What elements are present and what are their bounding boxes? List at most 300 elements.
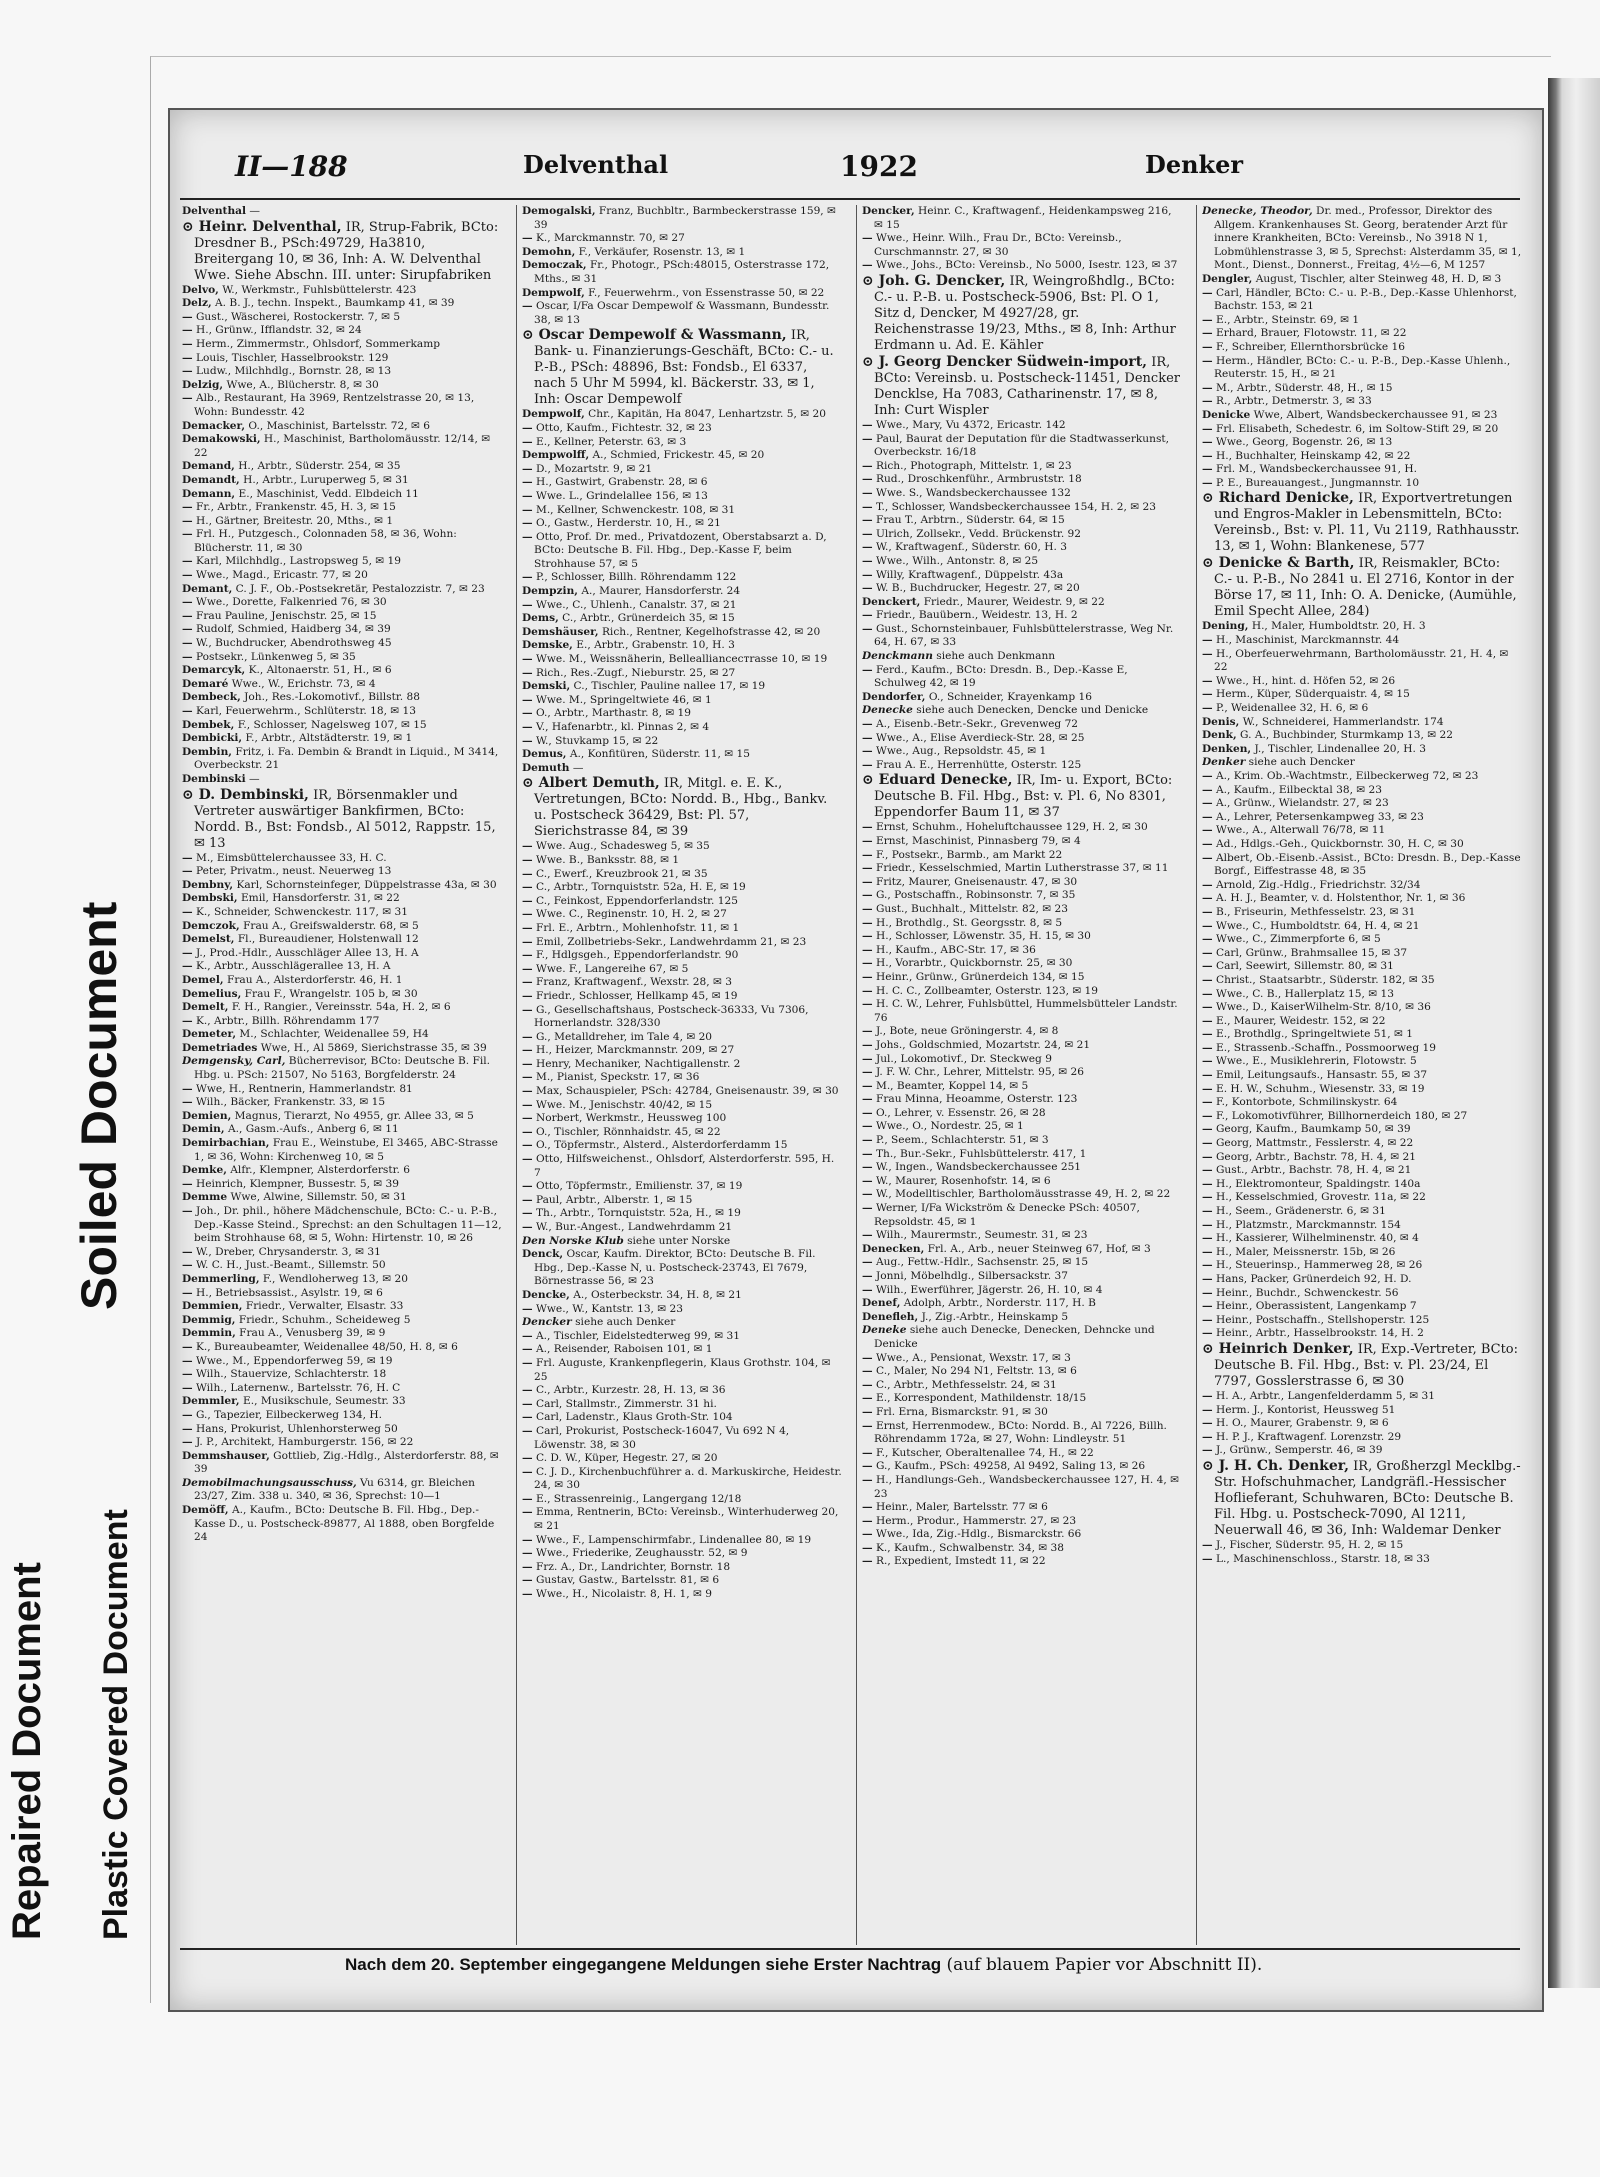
directory-entry xyxy=(862,1324,1182,1351)
entry-details: C. D. W., Küper, Hegestr. 27, ✉ 20 xyxy=(535,1452,718,1465)
entry-name: — xyxy=(862,1392,873,1405)
entry-name: Demöff, xyxy=(182,1504,229,1517)
entry-name: — xyxy=(522,1506,533,1519)
page-header xyxy=(195,150,1525,190)
entry-details: Rudolf, Schmied, Haidberg 34, ✉ 39 xyxy=(195,623,391,636)
directory-entry xyxy=(182,528,502,555)
directory-entry xyxy=(182,1178,502,1192)
entry-details: Otto, Töpfermstr., Emilienstr. 37, ✉ 19 xyxy=(535,1180,743,1193)
entry-name: Dening, xyxy=(1202,620,1249,633)
entry-name: Dembinski xyxy=(182,772,246,785)
entry-details: H., Handlungs-Geh., Wandsbeckerchaussee 127, H. 4, ✉ 23 xyxy=(874,1473,1179,1500)
entry-name: Demelius, xyxy=(182,987,242,1000)
entry-name: Demakowski, xyxy=(182,433,261,446)
directory-entry xyxy=(1202,382,1522,396)
directory-entry xyxy=(522,1289,842,1303)
entry-details: Frau Minna, Heoamme, Osterstr. 123 xyxy=(875,1093,1078,1106)
entry-name: ⊙ J. H. Ch. Denker, xyxy=(1202,1457,1349,1474)
entry-name: — xyxy=(862,1270,873,1282)
directory-entry xyxy=(522,963,842,977)
entry-details: Frau E., Weinstube, El 3465, ABC-Strasse 1, ✉ 36, Wohn: Kirchenweg 10, ✉ 5 xyxy=(194,1137,498,1163)
entry-name: — xyxy=(1202,960,1213,973)
entry-details: Wilh., Laternenw., Bartelsstr. 76, H. C xyxy=(195,1381,401,1394)
entry-name: — xyxy=(1202,1417,1213,1430)
entry-name: — xyxy=(182,1205,193,1217)
entry-name: Dembski, xyxy=(182,892,238,905)
directory-entry xyxy=(182,651,502,665)
directory-column-1 xyxy=(182,205,502,1945)
directory-entry xyxy=(862,1134,1182,1148)
directory-entry xyxy=(182,297,502,311)
entry-details: F., Schreiber, Ellernthorsbrücke 16 xyxy=(1215,340,1405,353)
entry-details: Otto, Kaufm., Fichtestr. 32, ✉ 23 xyxy=(535,421,712,434)
entry-details: J., Tischler, Lindenallee 20, H. 3 xyxy=(1254,742,1426,755)
entry-name: — xyxy=(182,865,193,878)
entry-details: W. B., Buchdrucker, Hegestr. 27, ✉ 20 xyxy=(875,582,1080,595)
entry-name: — xyxy=(1202,702,1213,715)
directory-entry xyxy=(862,1542,1182,1556)
directory-entry xyxy=(862,555,1182,569)
directory-entry xyxy=(862,835,1182,849)
directory-entry xyxy=(1202,355,1522,382)
directory-entry xyxy=(182,1355,502,1369)
entry-name: — xyxy=(182,324,193,337)
entry-name: — xyxy=(862,984,873,997)
directory-entry xyxy=(522,1207,842,1221)
entry-details: P. E., Bureauangest., Jungmannstr. 10 xyxy=(1215,476,1420,489)
directory-entry xyxy=(1202,974,1522,988)
directory-entry xyxy=(1202,634,1522,648)
entry-name: — xyxy=(862,568,873,581)
entry-details: Heinr., Maler, Bartelsstr. 77 ✉ 6 xyxy=(875,1501,1048,1514)
entry-details: W., Werkmstr., Fuhlsbüttelerstr. 423 xyxy=(222,283,417,296)
entry-name: Dendorfer, xyxy=(862,690,926,703)
directory-entry xyxy=(182,1123,502,1137)
entry-details: W., Modelltischler, Bartholomäusstrasse 49, H. 2, ✉ 22 xyxy=(875,1188,1171,1201)
directory-entry xyxy=(182,732,502,746)
directory-entry xyxy=(1202,1314,1522,1328)
directory-entry xyxy=(182,637,502,651)
entry-details: P., Schlosser, Billh. Röhrendamm 122 xyxy=(535,571,737,584)
entry-details: C. J. F., Ob.-Postsekretär, Pestalozzistr. 7, ✉ 23 xyxy=(235,582,485,595)
entry-name: — xyxy=(182,351,193,364)
entry-name: — xyxy=(182,1014,193,1027)
entry-details: F., Wendloherweg 13, ✉ 20 xyxy=(262,1272,408,1285)
entry-details: H., Kassierer, Wilhelminenstr. 40, ✉ 4 xyxy=(1215,1232,1419,1245)
directory-entry xyxy=(522,762,842,776)
entry-details: Gust., Wäscherei, Rostockerstr. 7, ✉ 5 xyxy=(195,310,401,323)
directory-entry xyxy=(522,721,842,735)
entry-details: B., Friseurin, Methfesselstr. 23, ✉ 31 xyxy=(1215,905,1416,918)
directory-entry xyxy=(522,1248,842,1289)
entry-details: Wwe., E., Musiklehrerin, Flotowstr. 5 xyxy=(1215,1055,1417,1068)
entry-name: — xyxy=(522,476,533,489)
entry-name: — xyxy=(1202,905,1213,918)
directory-entry xyxy=(522,205,842,232)
directory-entry xyxy=(522,571,842,585)
entry-name: — xyxy=(1202,1300,1213,1313)
entry-details: Wwe., O., Nordestr. 25, ✉ 1 xyxy=(875,1120,1024,1133)
directory-entry xyxy=(182,1368,502,1382)
entry-name: — xyxy=(182,310,193,323)
entry-name: Demke, xyxy=(182,1164,227,1177)
entry-name: — xyxy=(1202,449,1213,462)
directory-entry xyxy=(1202,797,1522,811)
entry-details: W. C. H., Just.-Beamt., Sillemstr. 50 xyxy=(195,1259,386,1272)
entry-details: Heinr., Arbtr., Hasselbrookstr. 14, H. 2 xyxy=(1215,1327,1424,1340)
entry-name: — xyxy=(862,232,873,245)
entry-name: Dems, xyxy=(522,612,559,625)
entry-name: Delzig, xyxy=(182,378,224,391)
entry-name: — xyxy=(1202,1259,1213,1272)
entry-details: Franz, Kraftwagenf., Wexstr. 28, ✉ 3 xyxy=(535,976,733,989)
entry-name: Denefleh, xyxy=(862,1310,919,1323)
directory-entry xyxy=(1202,1458,1522,1539)
header-year: 1922 xyxy=(840,150,918,183)
entry-name: — xyxy=(522,840,533,853)
directory-entry xyxy=(522,936,842,950)
directory-entry xyxy=(182,719,502,733)
entry-name: — xyxy=(862,1025,873,1038)
entry-details: H., Maschinist, Bartholomäusstr. 12/14, ✉ 22 xyxy=(194,433,491,459)
directory-entry xyxy=(1202,1055,1522,1069)
entry-name: — xyxy=(522,1343,533,1356)
directory-entry xyxy=(522,490,842,504)
entry-details: Fr., Photogr., PSch:48015, Osterstrasse 172, Mths., ✉ 31 xyxy=(534,259,830,285)
entry-name: — xyxy=(522,921,533,934)
entry-details: Peter, Privatm., neust. Neuerweg 13 xyxy=(195,865,392,878)
entry-name: — xyxy=(862,663,873,676)
entry-details: IR, Großherzgl Mecklbg.-Str. Hofschuhmacher, Landgräfl.-Hessischer Hoflieferant, Schuhwaren, BCto: Deutsche B. Fil. Hbg. u. Postscheck-7090, Al 1211, Neuerwall 46, ✉ 36, Inh: Waldemar Denker xyxy=(1214,1458,1521,1538)
directory-entry xyxy=(1202,838,1522,852)
entry-details: Aug., Fettw.-Hdlr., Sachsenstr. 25, ✉ 15 xyxy=(875,1256,1089,1269)
entry-name: — xyxy=(182,337,193,350)
directory-entry xyxy=(182,787,502,852)
entry-name: — xyxy=(522,653,533,666)
entry-name: — xyxy=(1202,1552,1213,1565)
entry-name: — xyxy=(862,970,873,983)
entry-details: E., Musikschule, Seumestr. 33 xyxy=(242,1395,406,1408)
entry-name: Denk, xyxy=(1202,729,1237,742)
entry-details: Gust., Arbtr., Bachstr. 78, H. 4, ✉ 21 xyxy=(1215,1164,1412,1177)
directory-entry xyxy=(862,205,1182,232)
directory-entry xyxy=(1202,423,1522,437)
entry-name: Dempwolf, xyxy=(522,408,585,421)
entry-name: — xyxy=(182,514,193,527)
entry-name: — xyxy=(522,976,533,989)
entry-details: Gust., Buchhalt., Mittelstr. 82, ✉ 23 xyxy=(875,902,1068,915)
entry-details: A., Krim. Ob.-Wachtmstr., Eilbeckerweg 72, ✉ 23 xyxy=(1215,770,1479,782)
entry-name: — xyxy=(522,435,533,448)
directory-entry xyxy=(522,895,842,909)
entry-details: Ferd., Kaufm., BCto: Dresdn. B., Dep.-Kasse E, Schulweg 42, ✉ 19 xyxy=(874,663,1128,690)
entry-name: Denecke xyxy=(862,704,913,717)
entry-name: — xyxy=(1202,783,1213,796)
entry-name: — xyxy=(862,875,873,888)
directory-entry xyxy=(182,773,502,787)
entry-name: — xyxy=(522,1411,533,1424)
directory-entry xyxy=(1202,675,1522,689)
entry-details: A., Kaufm., BCto: Deutsche B. Fil. Hbg., Dep.-Kasse D., u. Postscheck-89877, Al 1888, oben Borgfelde 24 xyxy=(194,1504,495,1544)
entry-name: — xyxy=(1202,797,1213,810)
directory-entry xyxy=(862,273,1182,354)
entry-details: H., Gastwirt, Grabenstr. 28, ✉ 6 xyxy=(535,476,708,489)
entry-details: Alb., Restaurant, Ha 3969, Rentzelstrasse 20, ✉ 13, Wohn: Bundesstr. 42 xyxy=(194,392,475,418)
directory-entry xyxy=(522,1534,842,1548)
directory-entry xyxy=(522,694,842,708)
directory-entry xyxy=(522,436,842,450)
entry-name: Demmler, xyxy=(182,1395,240,1408)
directory-entry xyxy=(522,854,842,868)
entry-name: — xyxy=(862,943,873,956)
directory-entry xyxy=(182,920,502,934)
entry-name: — xyxy=(1202,810,1213,823)
entry-details: Wwe., Johs., BCto: Vereinsb., No 5000, Isestr. 123, ✉ 37 xyxy=(875,259,1178,272)
entry-details: H. C. C., Zollbeamter, Osterstr. 123, ✉ 19 xyxy=(875,984,1099,997)
directory-entry xyxy=(862,930,1182,944)
directory-entry xyxy=(522,422,842,436)
entry-name: — xyxy=(862,718,873,731)
entry-name: — xyxy=(1202,1164,1213,1177)
directory-entry xyxy=(862,487,1182,501)
entry-details: Heinr., Buchdr., Schwenckestr. 56 xyxy=(1215,1286,1399,1299)
entry-name: Demmig, xyxy=(182,1313,236,1326)
directory-entry xyxy=(522,626,842,640)
entry-details: Wwe. L., Grindelallee 156, ✉ 13 xyxy=(535,489,708,502)
directory-entry xyxy=(862,998,1182,1025)
entry-details: Wwe., W., Erichstr. 73, ✉ 4 xyxy=(231,677,376,690)
directory-entry xyxy=(182,569,502,583)
entry-details: Frl. Erna, Bismarckstr. 91, ✉ 30 xyxy=(875,1405,1048,1418)
directory-entry xyxy=(1202,879,1522,893)
entry-details: Fritz, i. Fa. Dembin & Brandt in Liquid., M 3414, Overbeckstr. 21 xyxy=(194,745,499,772)
directory-entry xyxy=(862,772,1182,821)
entry-details: IR, Im- u. Export, BCto: Deutsche B. Fil. Hbg., Bst: v. Pl. 6, No 8301, Eppendorfer Baum 11, ✉ 37 xyxy=(874,773,1173,821)
directory-entry xyxy=(862,1093,1182,1107)
entry-name: — xyxy=(522,734,533,747)
entry-details: Bücherrevisor, BCto: Deutsche B. Fil. Hbg. u. PSch: 21507, No 5163, Borgfelderstr. 24 xyxy=(194,1055,490,1082)
directory-entry xyxy=(862,1460,1182,1474)
directory-entry xyxy=(1202,729,1522,743)
entry-name: Dembny, xyxy=(182,878,234,891)
entry-details: A., Reisender, Raboisen 101, ✉ 1 xyxy=(535,1343,713,1356)
entry-details: Frau A., Alsterdorferstr. 46, H. 1 xyxy=(226,973,403,986)
entry-details: H., Maschinist, Marckmannstr. 44 xyxy=(1215,634,1400,647)
entry-name: — xyxy=(862,514,873,527)
entry-name: — xyxy=(182,1082,193,1095)
header-last-word: Denker xyxy=(1145,150,1244,179)
entry-details: Arnold, Zig.-Hdlg., Friedrichstr. 32/34 xyxy=(1215,878,1421,891)
directory-entry xyxy=(182,1436,502,1450)
entry-details: Ernst, Herrenmodew., BCto: Nordd. B., Al 7226, Billh. Röhrendamm 172a, ✉ 27, Wohn: Lindleystr. 51 xyxy=(874,1419,1167,1446)
entry-details: Vu 6314, gr. Bleichen 23/27, Zim. 338 u. 340, ✉ 36, Sprechst: 10—1 xyxy=(194,1476,475,1503)
directory-entry xyxy=(182,1409,502,1423)
directory-entry xyxy=(522,639,842,653)
directory-entry xyxy=(1202,716,1522,730)
entry-name: — xyxy=(522,962,533,975)
entry-details: H., Kesselschmied, Grovestr. 11a, ✉ 22 xyxy=(1215,1191,1426,1204)
entry-details: E., Strassenreinig., Langergang 12/18 xyxy=(535,1492,742,1505)
entry-name: — xyxy=(1202,824,1213,837)
entry-details: siehe auch Dencker xyxy=(1248,756,1355,769)
entry-details: H., Platzmstr., Marckmannstr. 154 xyxy=(1215,1218,1401,1231)
directory-entry xyxy=(1202,906,1522,920)
directory-entry xyxy=(522,327,842,408)
directory-entry xyxy=(862,1188,1182,1202)
entry-details: H. C. W., Lehrer, Fuhlsbüttel, Hummelsbütteler Landstr. 76 xyxy=(874,998,1178,1024)
entry-details: G., Postschaffn., Robinsonstr. 7, ✉ 35 xyxy=(875,889,1076,902)
directory-entry xyxy=(862,718,1182,732)
directory-entry xyxy=(862,821,1182,835)
entry-name: — xyxy=(862,582,873,595)
entry-details: Karl, Schornsteinfeger, Düppelstrasse 43a, ✉ 30 xyxy=(236,878,497,891)
entry-name: — xyxy=(522,517,533,530)
entry-name: — xyxy=(862,1188,873,1201)
entry-name: — xyxy=(1202,1430,1213,1443)
entry-name: — xyxy=(182,637,193,650)
entry-name: — xyxy=(522,867,533,880)
entry-details: IR, Weingroßhdlg., BCto: C.- u. P.-B. u. Postscheck-5906, Bst: Pl. O 1, Sitz d, Dencker, M 4927/28, gr. Reichenstrasse 19/23, Mths., ✉ 8, Inh: Arthur Erdmann u. Ad. E. Kähler xyxy=(874,273,1176,353)
directory-entry xyxy=(182,1246,502,1260)
directory-entry xyxy=(182,892,502,906)
entry-details: F., Kutscher, Oberaltenallee 74, H., ✉ 22 xyxy=(875,1446,1094,1459)
entry-details: H., Buchhalter, Heinskamp 42, ✉ 22 xyxy=(1215,449,1411,462)
directory-entry xyxy=(862,1297,1182,1311)
entry-details: Karl, Milchhdlg., Lastropsweg 5, ✉ 19 xyxy=(195,555,402,568)
entry-details: IR, Börsenmakler und Vertreter auswärtiger Bankfirmen, BCto: Nordd. B., Bst: Fondsb., Al 5012, Rappstr. 15, ✉ 13 xyxy=(194,787,496,851)
entry-details: E. H. W., Schuhm., Wiesenstr. 33, ✉ 19 xyxy=(1215,1082,1425,1095)
entry-name: — xyxy=(522,300,533,313)
entry-details: Heinr., Grünw., Grünerdeich 134, ✉ 15 xyxy=(875,970,1085,983)
entry-name: — xyxy=(1202,919,1213,932)
entry-name: Denecke, Theodor, xyxy=(1202,205,1313,217)
entry-name: Demandt, xyxy=(182,473,240,486)
directory-entry xyxy=(862,1284,1182,1298)
entry-details: Emil, Zollbetriebs-Sekr., Landwehrdamm 21, ✉ 23 xyxy=(535,935,807,948)
directory-entry xyxy=(1202,287,1522,314)
entry-details: Oscar, I/Fa Oscar Dempewolf & Wassmann, Bundesstr. 38, ✉ 13 xyxy=(534,300,830,326)
entry-name: ⊙ Joh. G. Dencker, xyxy=(862,272,1006,289)
entry-details: Wwe., H., Nicolaistr. 8, H. 1, ✉ 9 xyxy=(535,1588,712,1601)
entry-details: Heinr., Oberassistent, Langenkamp 7 xyxy=(1215,1300,1417,1313)
directory-entry xyxy=(522,1425,842,1452)
entry-details: Friedr., Schuhm., Scheideweg 5 xyxy=(238,1313,411,1326)
directory-entry xyxy=(862,957,1182,971)
directory-entry xyxy=(1202,1327,1522,1341)
directory-entry xyxy=(862,1555,1182,1569)
directory-entry xyxy=(182,324,502,338)
directory-entry xyxy=(862,889,1182,903)
entry-details: Frau Pauline, Jenischstr. 25, ✉ 15 xyxy=(195,609,377,622)
entry-details: A. H. J., Beamter, v. d. Holstenthor, Nr. 1, ✉ 36 xyxy=(1215,892,1466,905)
entry-details: D., Mozartstr. 9, ✉ 21 xyxy=(535,462,653,475)
directory-entry xyxy=(182,392,502,419)
entry-name: — xyxy=(1202,1082,1213,1095)
entry-name: — xyxy=(862,1147,873,1160)
directory-entry xyxy=(1202,960,1522,974)
entry-details: Frau A. E., Herrenhütte, Osterstr. 125 xyxy=(875,758,1082,771)
entry-details: H., Maler, Humboldtstr. 20, H. 3 xyxy=(1251,620,1426,633)
entry-details: E., Arbtr., Steinstr. 69, ✉ 1 xyxy=(1215,313,1360,326)
entry-details: H., Gärtner, Breitestr. 20, Mths., ✉ 1 xyxy=(195,514,394,527)
entry-details: F., Feuerwehrm., von Essenstrasse 50, ✉ 22 xyxy=(588,286,825,299)
entry-name: — xyxy=(522,1588,533,1601)
directory-entry xyxy=(182,1015,502,1029)
book-spine-edge xyxy=(1548,78,1600,1988)
directory-entry xyxy=(862,433,1182,460)
entry-details: Johs., Goldschmied, Mozartstr. 24, ✉ 21 xyxy=(875,1038,1091,1051)
directory-entry xyxy=(522,1316,842,1330)
directory-entry xyxy=(862,971,1182,985)
directory-entry xyxy=(182,1504,502,1545)
entry-name: — xyxy=(522,232,533,245)
directory-entry xyxy=(1202,1015,1522,1029)
entry-details: IR, Bank- u. Finanzierungs-Geschäft, BCto: C.- u. P.-B., PSch: 48896, Bst: Fondsb., El 6337, nach 5 Uhr M 5994, kl. Bäckerstr. 33, ✉ 1, Inh: Oscar Dempewolf xyxy=(534,328,834,408)
entry-details: C., Arbtr., Methfesselstr. 24, ✉ 31 xyxy=(875,1378,1057,1391)
entry-details: Joh., Res.-Lokomotivf., Billstr. 88 xyxy=(244,691,420,704)
directory-entry xyxy=(182,1327,502,1341)
entry-name: — xyxy=(862,1514,873,1527)
directory-entry xyxy=(862,1202,1182,1229)
entry-name: — xyxy=(522,1085,533,1098)
entry-name: Dencker, xyxy=(862,205,915,217)
entry-name: — xyxy=(862,731,873,744)
entry-name: ⊙ Denicke & Barth, xyxy=(1202,555,1355,572)
entry-details: W., Maurer, Rosenhofstr. 14, ✉ 6 xyxy=(875,1174,1051,1187)
entry-name: — xyxy=(522,1547,533,1560)
entry-details: Herm., Produr., Hammerstr. 27, ✉ 23 xyxy=(875,1514,1077,1527)
directory-entry xyxy=(522,1044,842,1058)
entry-details: W., Kraftwagenf., Süderstr. 60, H. 3 xyxy=(875,541,1067,554)
directory-entry xyxy=(862,1406,1182,1420)
column-divider xyxy=(1196,205,1197,1945)
directory-entry xyxy=(522,1343,842,1357)
entry-name: Dembicki, xyxy=(182,732,243,745)
directory-entry xyxy=(522,1506,842,1533)
entry-name: — xyxy=(522,1071,533,1084)
directory-entry xyxy=(182,583,502,597)
directory-entry xyxy=(522,504,842,518)
entry-name: — xyxy=(522,1044,533,1057)
entry-details: A., Schmied, Frickestr. 45, ✉ 20 xyxy=(592,449,765,462)
entry-name: Demske, xyxy=(522,639,573,652)
entry-details: E., Maurer, Weidestr. 152, ✉ 22 xyxy=(1215,1014,1386,1027)
directory-entry xyxy=(182,1273,502,1287)
entry-name: — xyxy=(1202,1041,1213,1054)
directory-entry xyxy=(522,1411,842,1425)
directory-entry xyxy=(522,300,842,327)
entry-details: Wwe, H., Al 5869, Sierichstrasse 35, ✉ 39 xyxy=(260,1041,487,1054)
entry-details: Frz. A., Dr., Landrichter, Bornstr. 18 xyxy=(535,1560,731,1573)
entry-name: — xyxy=(522,1125,533,1138)
entry-details: Henry, Mechaniker, Nachtigallenstr. 2 xyxy=(535,1057,741,1070)
directory-entry xyxy=(522,1466,842,1493)
entry-name: — xyxy=(522,1139,533,1152)
entry-details: Wwe., C., Humboldtstr. 64, H. 4, ✉ 21 xyxy=(1215,919,1420,932)
entry-name: ⊙ Albert Demuth, xyxy=(522,775,660,792)
entry-name: — xyxy=(182,1408,193,1421)
entry-details: Emil, Hansdorferstr. 31, ✉ 22 xyxy=(240,892,400,905)
entry-details: Heinrich, Klempner, Bussestr. 5, ✉ 39 xyxy=(195,1177,400,1190)
entry-name: — xyxy=(862,259,873,272)
entry-name: Deneke xyxy=(862,1324,907,1337)
directory-entry xyxy=(862,944,1182,958)
entry-details: Wwe., Heinr. Wilh., Frau Dr., BCto: Vereinsb., Curschmannstr. 27, ✉ 30 xyxy=(874,232,1122,258)
entry-details: Wwe, Alwine, Sillemstr. 50, ✉ 31 xyxy=(230,1191,407,1204)
entry-name: Demus, xyxy=(522,748,567,761)
directory-entry xyxy=(182,1110,502,1124)
entry-name: Demelst, xyxy=(182,933,235,946)
